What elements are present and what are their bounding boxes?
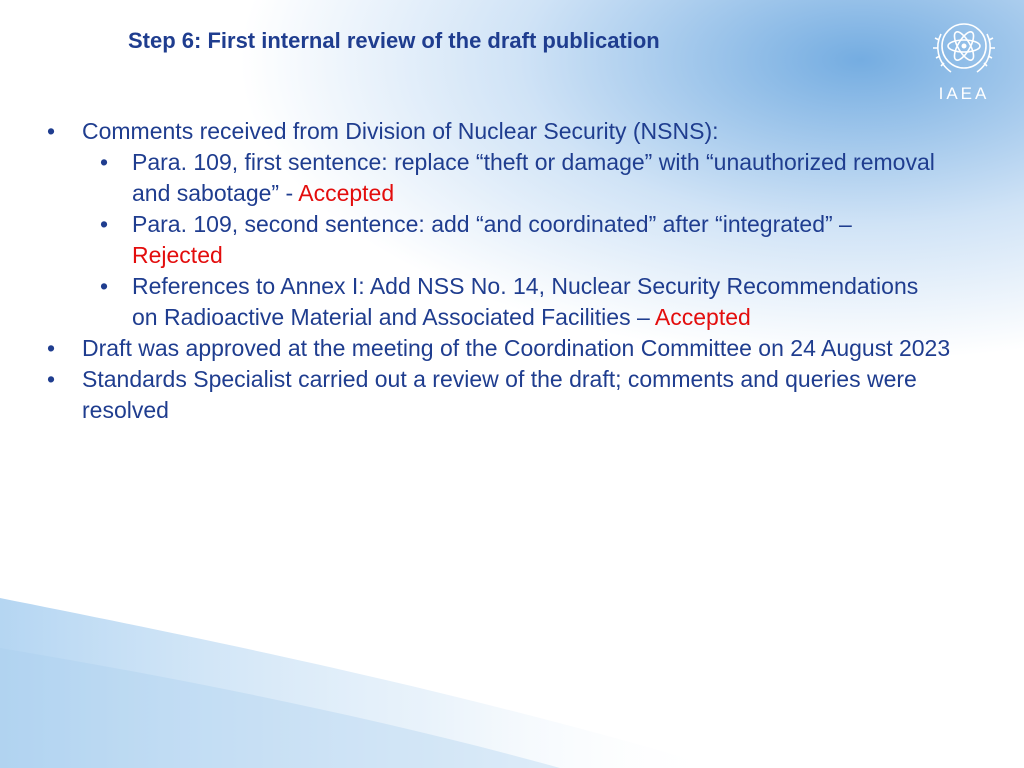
sub-bullet-item — [0, 209, 942, 271]
bullet-item — [0, 364, 962, 426]
bullet-text: Para. 109, first sentence: replace “theft or damage” with “unauthorized removal and sabotage” - — [132, 149, 935, 206]
bullet-text: Standards Specialist carried out a review of the draft; comments and queries were resolved — [82, 366, 917, 423]
bullet-item — [0, 116, 962, 147]
status-accepted: Accepted — [298, 180, 395, 206]
slide-content — [0, 116, 1024, 426]
bullet-dot: • — [47, 335, 56, 361]
sub-bullet-item — [0, 271, 942, 333]
bottom-wave-decoration — [0, 568, 1024, 768]
bullet-dot: • — [100, 211, 109, 237]
status-rejected: Rejected — [132, 242, 223, 268]
iaea-logo — [924, 16, 1004, 108]
bullet-dot: • — [47, 118, 56, 144]
bullet-dot: • — [47, 366, 56, 392]
sub-bullet-item — [0, 147, 942, 209]
bullet-text: Para. 109, second sentence: add “and coordinated” after “integrated” – — [132, 211, 852, 237]
bullet-text: Draft was approved at the meeting of the Coordination Committee on 24 August 2023 — [82, 335, 951, 361]
atom-laurel-icon — [929, 16, 999, 82]
logo-text: IAEA — [938, 84, 990, 103]
bullet-dot: • — [100, 273, 109, 299]
bullet-item — [0, 333, 962, 364]
status-accepted: Accepted — [654, 304, 751, 330]
bullet-text: References to Annex I: Add NSS No. 14, Nuclear Security Recommendations on Radioactive Material and Associated Facilities – — [132, 273, 919, 330]
slide-title: Step 6: First internal review of the draft publication — [128, 28, 660, 53]
bullet-dot: • — [100, 149, 109, 175]
bullet-text: Comments received from Division of Nuclear Security (NSNS): — [82, 118, 719, 144]
